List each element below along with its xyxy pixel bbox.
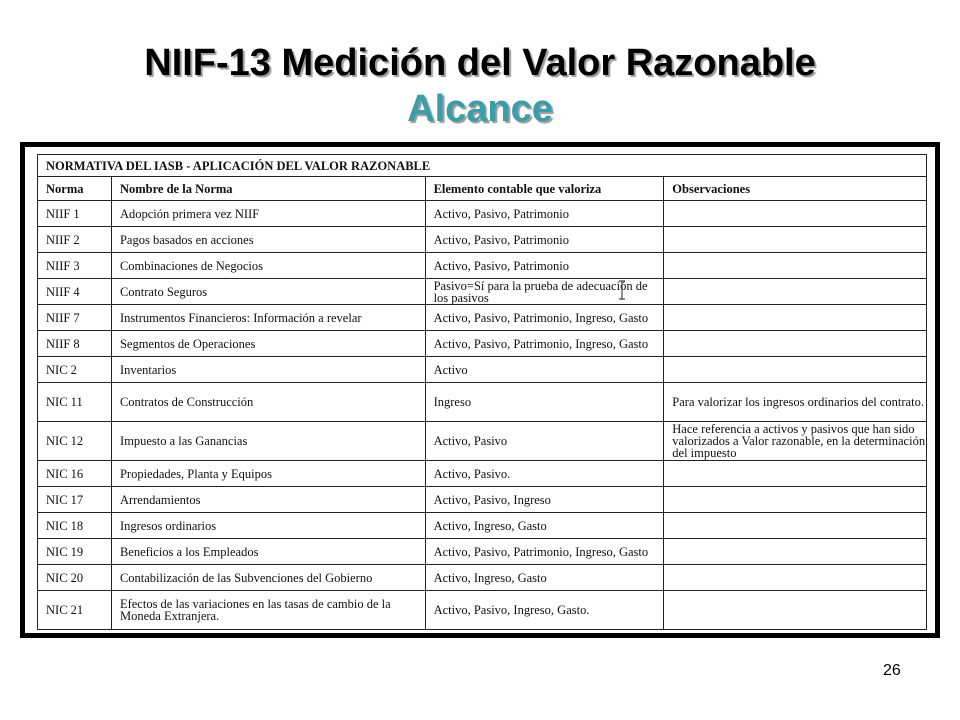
table-row — [38, 422, 927, 461]
cell-nombre: Propiedades, Planta y Equipos — [111, 461, 425, 487]
cell-observaciones — [664, 591, 927, 630]
cell-elemento: Ingreso — [425, 383, 664, 422]
cell-elemento: Activo, Ingreso, Gasto — [425, 565, 664, 591]
cell-elemento: Activo, Pasivo, Ingreso — [425, 487, 664, 513]
cell-norma: NIC 16 — [38, 461, 112, 487]
cell-elemento: Activo — [425, 357, 664, 383]
table-row — [38, 331, 927, 357]
cell-nombre: Impuesto a las Ganancias — [111, 422, 425, 461]
slide-subtitle: Alcance — [407, 88, 553, 130]
cell-nombre: Combinaciones de Negocios — [111, 253, 425, 279]
cell-norma: NIC 20 — [38, 565, 112, 591]
header-norma: Norma — [38, 177, 112, 201]
table-row — [38, 279, 927, 305]
cell-elemento: Activo, Pasivo. — [425, 461, 664, 487]
cell-observaciones — [664, 461, 927, 487]
table-row — [38, 305, 927, 331]
cell-observaciones — [664, 331, 927, 357]
cell-norma: NIC 19 — [38, 539, 112, 565]
cell-norma: NIIF 7 — [38, 305, 112, 331]
cell-elemento: Activo, Pasivo, Patrimonio, Ingreso, Gasto — [425, 539, 664, 565]
cell-observaciones — [664, 253, 927, 279]
table-row — [38, 513, 927, 539]
cell-observaciones — [664, 227, 927, 253]
header-nombre: Nombre de la Norma — [111, 177, 425, 201]
cell-nombre: Contabilización de las Subvenciones del Gobierno — [111, 565, 425, 591]
cell-norma: NIC 21 — [38, 591, 112, 630]
cell-observaciones — [664, 201, 927, 227]
cell-nombre: Ingresos ordinarios — [111, 513, 425, 539]
text-cursor-icon — [618, 280, 626, 300]
cell-norma: NIIF 2 — [38, 227, 112, 253]
cell-observaciones — [664, 565, 927, 591]
table-row — [38, 539, 927, 565]
cell-elemento: Activo, Pasivo, Ingreso, Gasto. — [425, 591, 664, 630]
table-row — [38, 487, 927, 513]
cell-norma: NIIF 1 — [38, 201, 112, 227]
table-header-row — [38, 177, 927, 201]
cell-norma: NIC 2 — [38, 357, 112, 383]
cell-nombre: Pagos basados en acciones — [111, 227, 425, 253]
table-row — [38, 565, 927, 591]
cell-norma: NIC 12 — [38, 422, 112, 461]
cell-elemento: Activo, Pasivo, Patrimonio — [425, 227, 664, 253]
table-row — [38, 253, 927, 279]
cell-elemento: Activo, Pasivo — [425, 422, 664, 461]
table-caption: NORMATIVA DEL IASB - APLICACIÓN DEL VALOR RAZONABLE — [38, 155, 927, 177]
slide-title-block — [0, 40, 960, 132]
cell-observaciones — [664, 513, 927, 539]
cell-elemento: Activo, Pasivo, Patrimonio, Ingreso, Gasto — [425, 305, 664, 331]
cell-observaciones: Hace referencia a activos y pasivos que han sido valorizados a Valor razonable, en la determinación del impuesto — [664, 422, 927, 461]
cell-nombre: Arrendamientos — [111, 487, 425, 513]
cell-observaciones — [664, 539, 927, 565]
cell-nombre: Adopción primera vez NIIF — [111, 201, 425, 227]
cell-norma: NIC 17 — [38, 487, 112, 513]
cell-nombre: Beneficios a los Empleados — [111, 539, 425, 565]
cell-norma: NIIF 8 — [38, 331, 112, 357]
cell-observaciones — [664, 305, 927, 331]
table-row — [38, 227, 927, 253]
table-frame — [20, 142, 940, 638]
cell-elemento: Pasivo=Sí para la prueba de adecuación de los pasivos — [425, 279, 664, 305]
table-row — [38, 383, 927, 422]
cell-norma: NIC 18 — [38, 513, 112, 539]
cell-norma: NIIF 3 — [38, 253, 112, 279]
header-elemento: Elemento contable que valoriza — [425, 177, 664, 201]
cell-norma: NIIF 4 — [38, 279, 112, 305]
cell-observaciones: Para valorizar los ingresos ordinarios del contrato. — [664, 383, 927, 422]
cell-nombre: Efectos de las variaciones en las tasas de cambio de la Moneda Extranjera. — [111, 591, 425, 630]
table-caption-row — [38, 155, 927, 177]
cell-norma: NIC 11 — [38, 383, 112, 422]
cell-nombre: Segmentos de Operaciones — [111, 331, 425, 357]
table-row — [38, 591, 927, 630]
cell-elemento: Activo, Pasivo, Patrimonio — [425, 201, 664, 227]
cell-observaciones — [664, 357, 927, 383]
standards-table — [37, 154, 927, 630]
cell-nombre: Inventarios — [111, 357, 425, 383]
cell-nombre: Contratos de Construcción — [111, 383, 425, 422]
cell-elemento: Activo, Pasivo, Patrimonio — [425, 253, 664, 279]
slide-title: NIIF-13 Medición del Valor Razonable — [144, 42, 816, 84]
cell-nombre: Contrato Seguros — [111, 279, 425, 305]
cell-nombre: Instrumentos Financieros: Información a revelar — [111, 305, 425, 331]
page-number: 26 — [883, 662, 901, 679]
cell-elemento: Activo, Pasivo, Patrimonio, Ingreso, Gasto — [425, 331, 664, 357]
cell-observaciones — [664, 487, 927, 513]
table-row — [38, 201, 927, 227]
table-row — [38, 461, 927, 487]
cell-elemento: Activo, Ingreso, Gasto — [425, 513, 664, 539]
cell-observaciones — [664, 279, 927, 305]
table-row — [38, 357, 927, 383]
header-observaciones: Observaciones — [664, 177, 927, 201]
